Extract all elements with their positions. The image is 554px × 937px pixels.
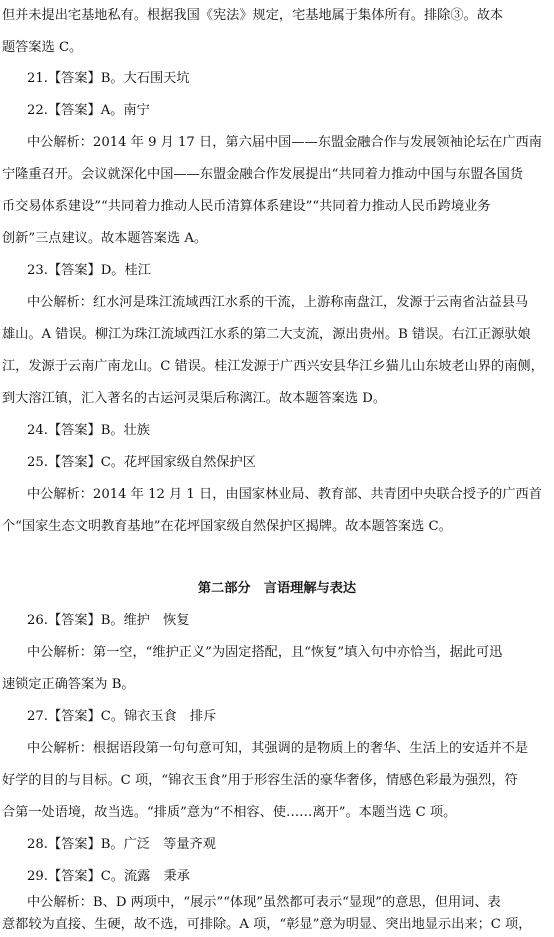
section-heading: 第二部分 言语理解与表达 (197, 581, 357, 596)
answer-line: 23.【答案】D。桂江 (27, 263, 151, 278)
text-line: 意都较为直接、生硬，故不选，可排除。A 项，“彰显”意为明显、突出地显示出来；C 项， (2, 917, 532, 932)
answer-line: 26.【答案】B。维护 恢复 (27, 613, 190, 628)
answer-line: 24.【答案】B。壮族 (27, 423, 150, 438)
answer-line: 25.【答案】C。花坪国家级自然保护区 (27, 455, 256, 470)
analysis-line: 中公解析：红水河是珠江流域西江水系的干流，上游称南盘江，发源于云南省沾益县马 (27, 295, 529, 310)
answer-line: 27.【答案】C。锦衣玉食 排斥 (27, 709, 217, 724)
analysis-line: 中公解析：2014 年 12 月 1 日，由国家林业局、教育部、共青团中央联合授予的广西首 (27, 487, 542, 502)
analysis-line: 中公解析：第一空，“维护正义”为固定搭配，且“恢复”填入句中亦恰当，据此可迅 (27, 645, 503, 660)
text-line: 速锁定正确答案为 B。 (2, 677, 135, 692)
analysis-line: 中公解析：B、D 两项中，“展示”“体现”虽然都可表示“显现”的意思，但用词、表 (27, 895, 501, 910)
analysis-line: 中公解析：2014 年 9 月 17 日，第六届中国——东盟金融合作与发展领袖论坛在广西南 (27, 135, 542, 150)
text-line: 宁隆重召开。会议就深化中国——东盟金融合作发展提出“共同着力推动中国与东盟各国货 (2, 167, 524, 182)
text-line: 好学的目的与目标。C 项，“锦衣玉食”用于形容生活的豪华奢侈，情感色彩最为强烈，符 (2, 773, 518, 788)
text-line: 雄山。A 错误。柳江为珠江流域西江水系的第二大支流，源出贵州。B 错误。右江正源驮娘 (2, 327, 531, 342)
answer-line: 21.【答案】B。大石围天坑 (27, 71, 190, 86)
text-line: 但并未提出宅基地私有。根据我国《宪法》规定，宅基地属于集体所有。排除③。故本 (2, 8, 504, 23)
answer-line: 22.【答案】A。南宁 (27, 103, 150, 118)
text-line: 币交易体系建设”“共同着力推动人民币清算体系建设”“共同着力推动人民币跨境业务 (2, 199, 491, 214)
text-line: 到大溶江镇，汇入著名的古运河灵渠后称漓江。故本题答案选 D。 (2, 391, 387, 406)
analysis-line: 中公解析：根据语段第一句句意可知，其强调的是物质上的奢华、生活上的安适并不是 (27, 741, 529, 756)
text-line: 个“国家生态文明教育基地”在花坪国家级自然保护区揭牌。故本题答案选 C。 (2, 519, 452, 534)
text-line: 创新”三点建议。故本题答案选 A。 (2, 231, 208, 246)
text-line: 合第一处语境，故当选。“排质”意为“不相容、使……离开”。本题当选 C 项。 (2, 805, 457, 820)
answer-line: 29.【答案】C。流露 秉承 (27, 869, 190, 884)
answer-line: 28.【答案】B。广泛 等量齐观 (27, 837, 216, 852)
text-line: 题答案选 C。 (2, 40, 83, 55)
text-line: 江，发源于云南广南龙山。C 错误。桂江发源于广西兴安县华江乡猫儿山东坡老山界的南侧， (2, 359, 544, 374)
